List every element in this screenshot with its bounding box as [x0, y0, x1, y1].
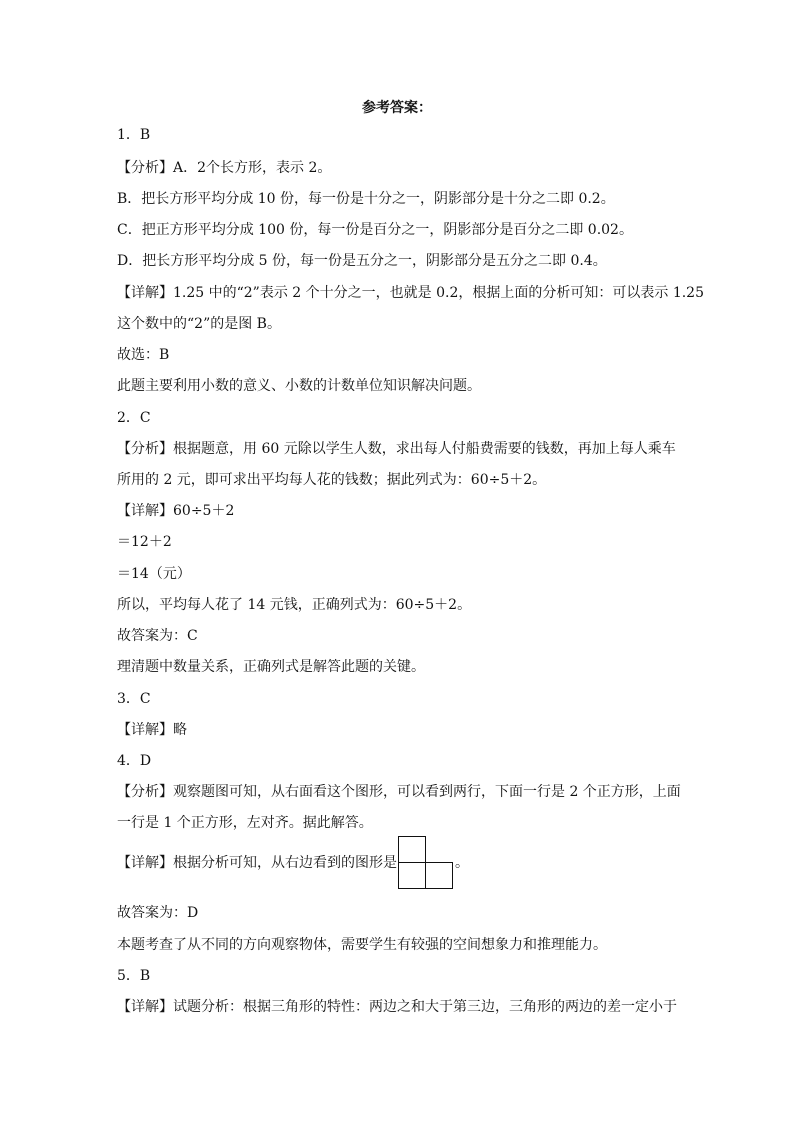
- answer-line: 理清题中数量关系，正确列式是解答此题的关键。: [117, 659, 425, 675]
- answer-line: 【分析】观察题图可知，从右面看这个图形，可以看到两行，下面一行是 2 个正方形，上面: [117, 784, 681, 800]
- answer-line: ＝14（元）: [117, 566, 191, 582]
- answer-line: 这个数中的“2”的是图 B。: [117, 316, 281, 332]
- answer-line: 本题考查了从不同的方向观察物体，需要学生有较强的空间想象力和推理能力。: [117, 937, 607, 953]
- answer-line: B．把长方形平均分成 10 份，每一份是十分之一，阴影部分是十分之二即 0.2。: [117, 191, 615, 207]
- answer-line: 所用的 2 元，即可求出平均每人花的钱数；据此列式为：60÷5＋2。: [117, 472, 547, 488]
- right-view-figure: [398, 836, 454, 890]
- answer-line-text: 【详解】根据分析可知，从右边看到的图形是: [117, 855, 397, 871]
- answer-line: D．把长方形平均分成 5 份，每一份是五分之一，阴影部分是五分之二即 0.4。: [117, 253, 607, 269]
- answer-line: C．把正方形平均分成 100 份，每一份是百分之一，阴影部分是百分之二即 0.02。: [117, 222, 633, 238]
- answer-line: 【详解】60÷5＋2: [117, 503, 235, 519]
- answer-line: ＝12＋2: [117, 534, 172, 550]
- figure-suffix: 。: [455, 855, 469, 871]
- answer-line: 【详解】略: [117, 722, 187, 738]
- answer-line-with-figure: [117, 836, 697, 890]
- answer-line: 5．B: [117, 968, 151, 984]
- answer-line: 【详解】试题分析：根据三角形的特性：两边之和大于第三边，三角形的两边的差一定小于: [117, 999, 677, 1015]
- top-square: [399, 837, 426, 863]
- page-title: 参考答案：: [362, 100, 432, 116]
- answer-line: 所以，平均每人花了 14 元钱，正确列式为：60÷5＋2。: [117, 597, 472, 613]
- answer-line: 【分析】A．2个长方形，表示 2。: [117, 160, 332, 176]
- answer-line: 3．C: [117, 691, 151, 707]
- answer-line: 4．D: [117, 753, 152, 769]
- answer-line: 故选：B: [117, 347, 170, 363]
- answer-line: 一行是 1 个正方形，左对齐。据此解答。: [117, 815, 373, 831]
- bottom-left-square: [399, 863, 426, 889]
- answer-line: 此题主要利用小数的意义、小数的计数单位知识解决问题。: [117, 378, 481, 394]
- right-view-squares: [398, 836, 454, 890]
- answer-line: 1．B: [117, 127, 151, 143]
- answer-line: 【详解】1.25 中的“2”表示 2 个十分之一，也就是 0.2，根据上面的分析可知：可以表示 1.25: [117, 285, 704, 301]
- bottom-right-square: [426, 863, 453, 889]
- answer-line: 故答案为：D: [117, 905, 199, 921]
- answer-line: 2．C: [117, 410, 151, 426]
- answer-line: 故答案为：C: [117, 628, 198, 644]
- answer-line: 【分析】根据题意，用 60 元除以学生人数，求出每人付船费需要的钱数，再加上每人乘车: [117, 441, 676, 457]
